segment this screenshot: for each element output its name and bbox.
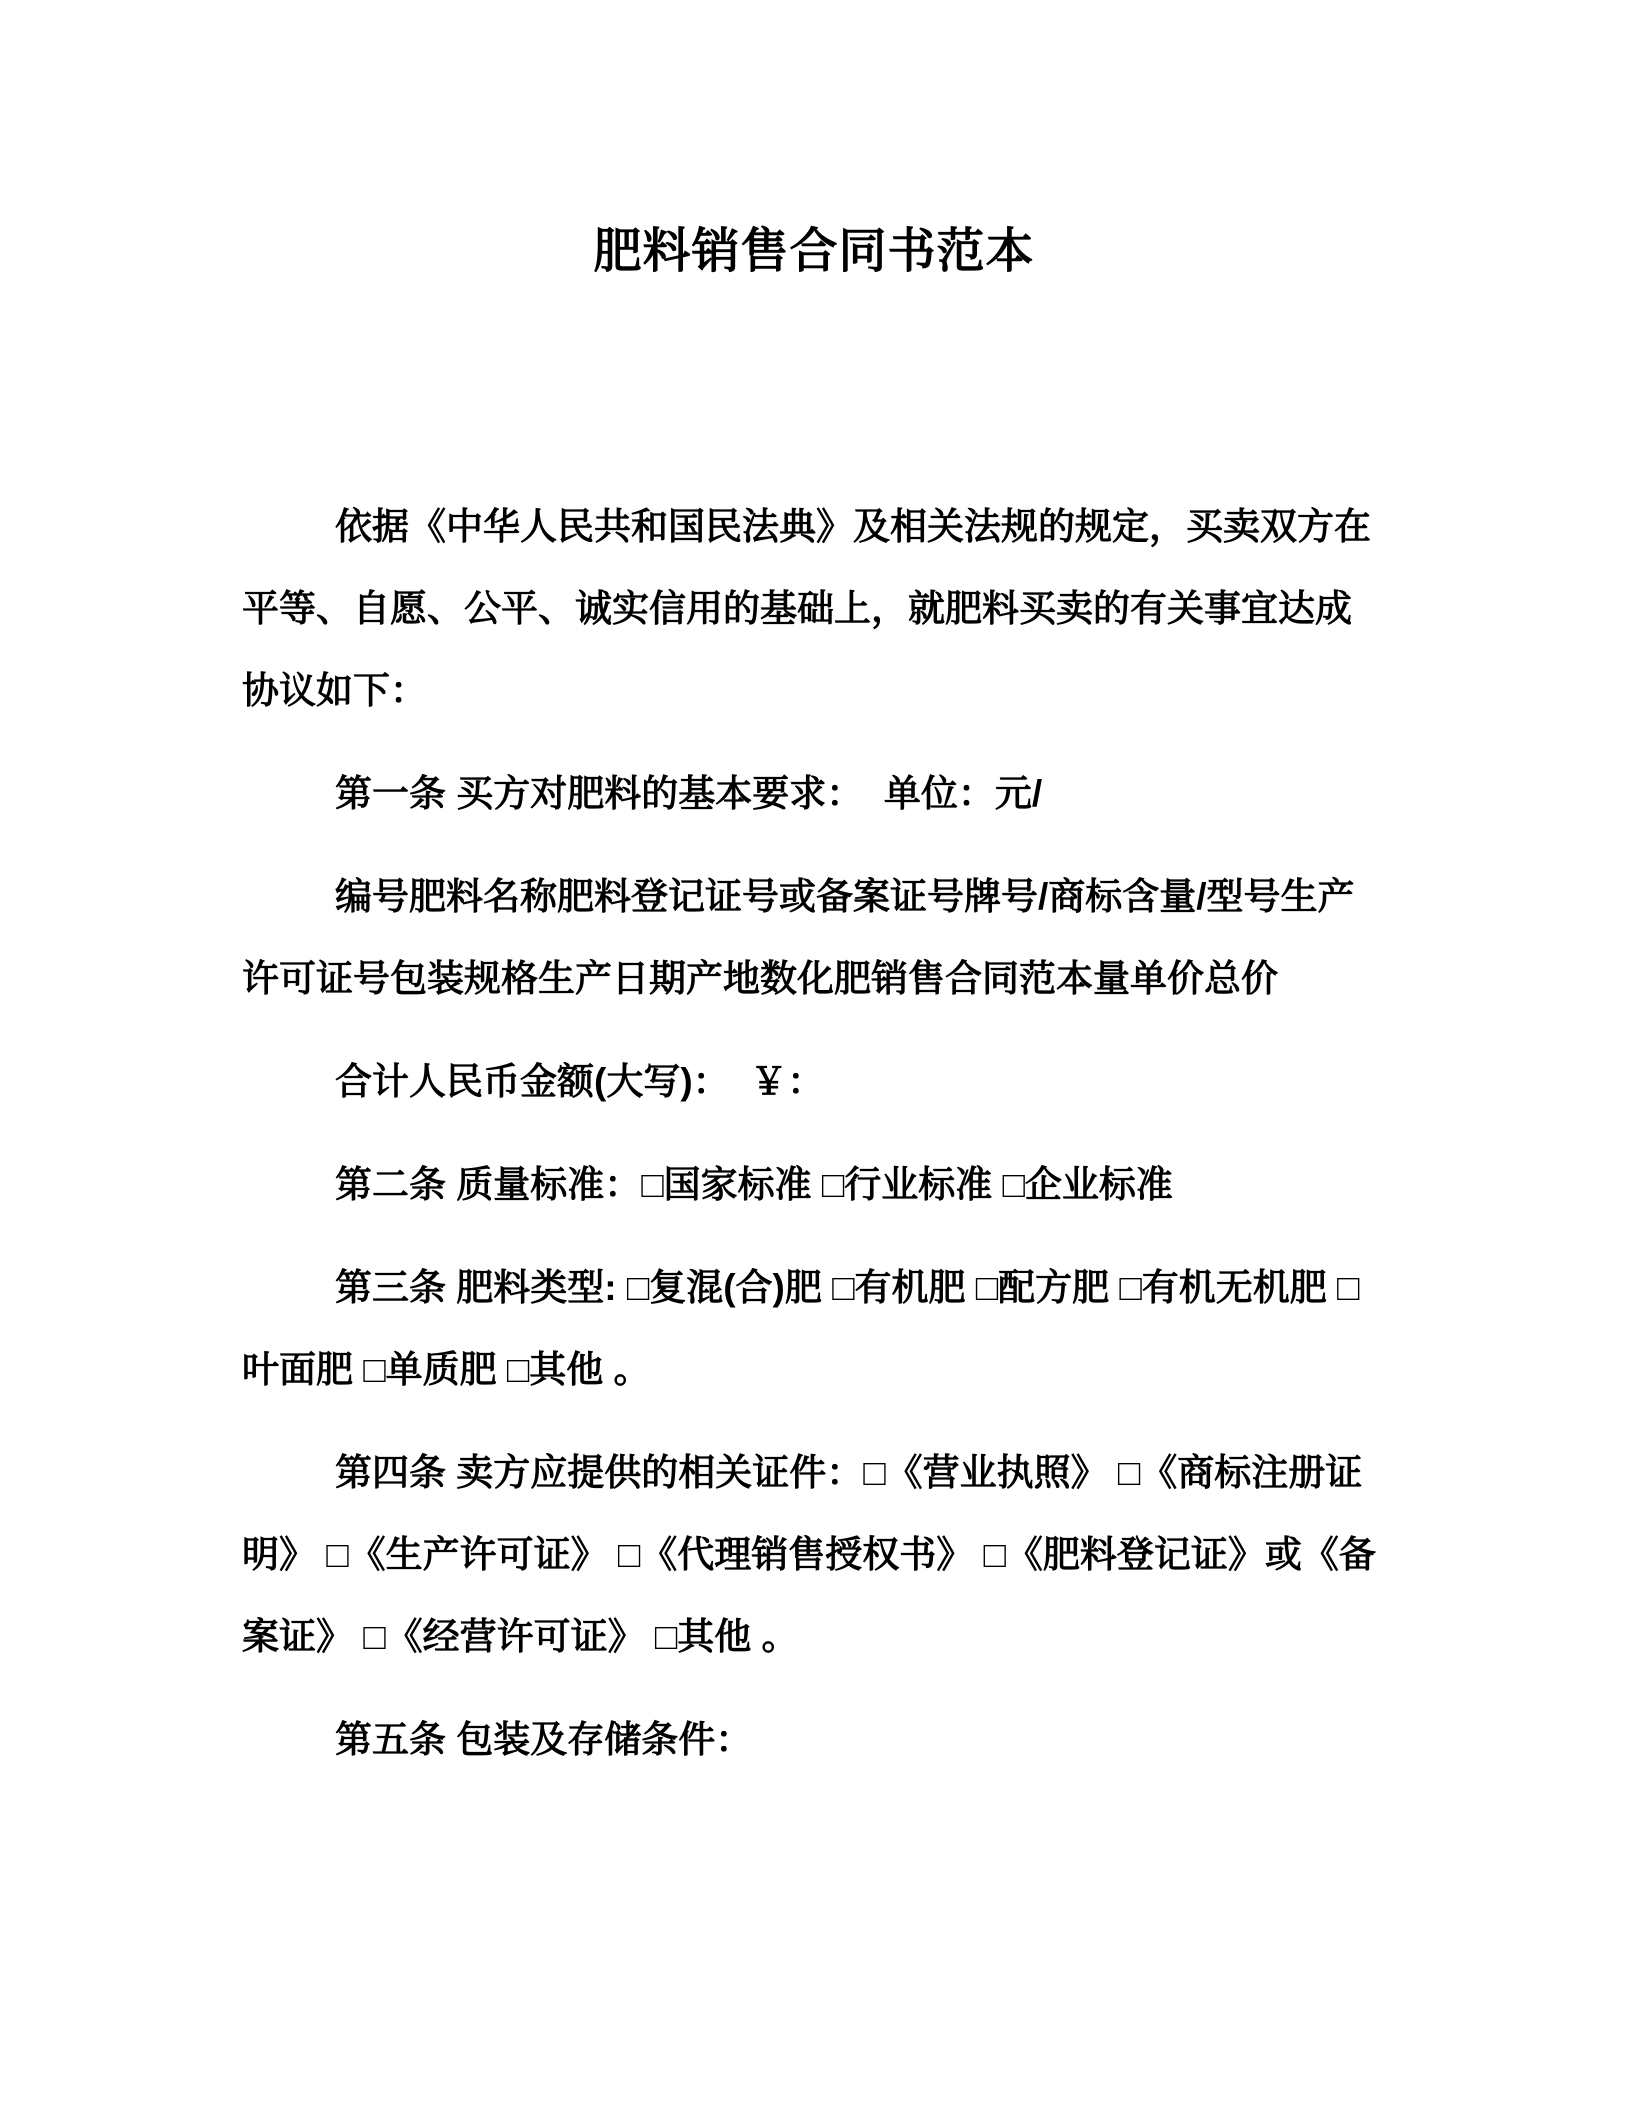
- clause-4-seller-certificates: 第四条 卖方应提供的相关证件：□《营业执照》 □《商标注册证明》 □《生产许可证》 □《代理销售授权书》 □《肥料登记证》或《备案证》 □《经营许可证》 □其他 。: [242, 1452, 1376, 1657]
- total-amount-line: 合计人民币金额(大写)： ￥：: [335, 1061, 825, 1102]
- clause-5-packaging-storage: 第五条 包装及存储条件：: [335, 1719, 753, 1760]
- document-content: [242, 0, 1386, 1802]
- clause-2-quality-standard: 第二条 质量标准：□国家标准 □行业标准 □企业标准: [335, 1164, 1173, 1205]
- table-columns-text: 编号肥料名称肥料登记证号或备案证号牌号/商标含量/型号生产许可证号包装规格生产日期产地数化肥销售合同范本量单价总价: [242, 876, 1355, 999]
- clause-3-fertilizer-type: 第三条 肥料类型: □复混(合)肥 □有机肥 □配方肥 □有机无机肥 □叶面肥 □单质肥 □其他 。: [242, 1267, 1360, 1390]
- clause-1-basic-requirements: 第一条 买方对肥料的基本要求： 单位：元/: [335, 773, 1043, 814]
- document-title: 肥料销售合同书范本: [593, 225, 1035, 278]
- paragraph-intro: 依据《中华人民共和国民法典》及相关法规的规定，买卖双方在平等、自愿、公平、诚实信用的基础上，就肥料买卖的有关事宜达成协议如下：: [242, 506, 1371, 711]
